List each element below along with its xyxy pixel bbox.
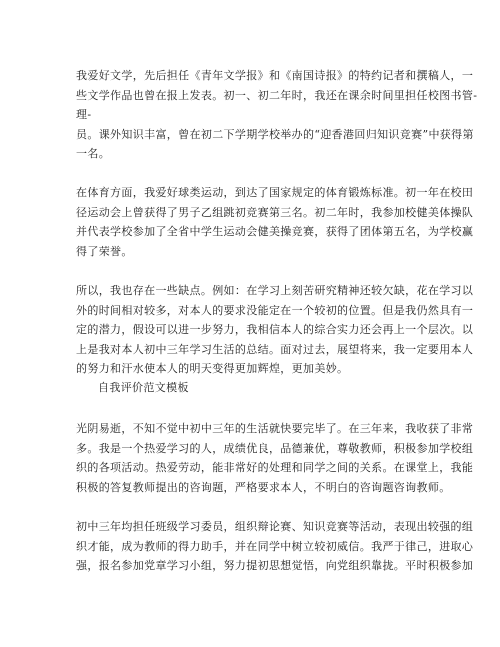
text-line: 多。我是一个热爱学习的人，成绩优良，品德兼优，尊敬教师，积极参加学校组 [76,441,474,455]
text-line: 得了荣誉。 [76,244,133,258]
text-line: 一名。 [76,147,111,160]
text-line: 理- [76,108,92,121]
text-line: 光阴易逝，不知不觉中初中三年的生活就快要完毕了。在三年来，我收获了非常 [76,422,474,435]
text-line: 织的各项活动。热爱劳动，能非常好的处理和同学之间的关系。在课堂上，我能 [76,461,474,474]
paragraph-shortcomings [76,281,474,379]
text-line: 并代表学校参加了全省中学生运动会健美操竞赛，获得了团体第五名，为学校赢 [76,225,474,238]
text-line: 织才能，成为教师的得力助手，并在同学中树立较初威信。我严于律己，进取心 [76,539,474,553]
text-line: 的努力和汗水使本人的明天变得更加辉煌，更加美妙。 [76,362,349,375]
paragraph-literature [76,66,478,164]
text-line: 外的时间相对较多，对本人的要求没能定在一个较初的位置。但是我仍然具有一 [76,303,474,317]
text-line: 积极的答复教师提出的咨询题，严格要求本人，不明白的咨询题咨询教师。 [76,480,451,494]
text-line: 我爱好文学，先后担任《青年文学报》和《南国诗报》的特约记者和撰稿人，一 [76,69,474,82]
paragraph-self-evaluation [76,419,474,497]
text-line: 初中三年均担任班级学习委员，组织辩论赛、知识竞赛等活动，表现出较强的组 [76,520,474,533]
text-line: 员。课外知识丰富，曾在初二下学期学校举办的“迎香港回归知识竞赛”中获得第 [76,127,474,141]
text-line: 上是我对本人初中三年学习生活的总结。面对过去，展望将来，我一定要用本人 [76,342,474,356]
text-line: 在体育方面，我爱好球类运动，到达了国家规定的体育锻炼标准。初一年在校田 [76,186,474,199]
text-line: 定的潜力，假设可以进一步努力，我相信本人的综合实力还会再上一个层次。以 [76,323,474,336]
text-line: 些文学作品也曾在报上发表。初一、初二年时，我还在课余时间里担任校图书管- [76,88,478,102]
section-heading: 自我评价范文模板 [98,381,189,394]
text-line: 强，报名参加党章学习小组，努力提初思想觉悟，向党组织靠拢。平时积极参加 [76,559,474,572]
paragraph-study-committee [76,517,474,576]
text-line: 所以，我也存在一些缺点。例如：在学习上刻苦研究精神还较欠缺，花在学习以 [76,284,474,297]
paragraph-sports [76,183,474,261]
text-line: 径运动会上曾获得了男子乙组跳初竞赛第三名。初二年时，我参加校健美体操队 [76,205,474,219]
